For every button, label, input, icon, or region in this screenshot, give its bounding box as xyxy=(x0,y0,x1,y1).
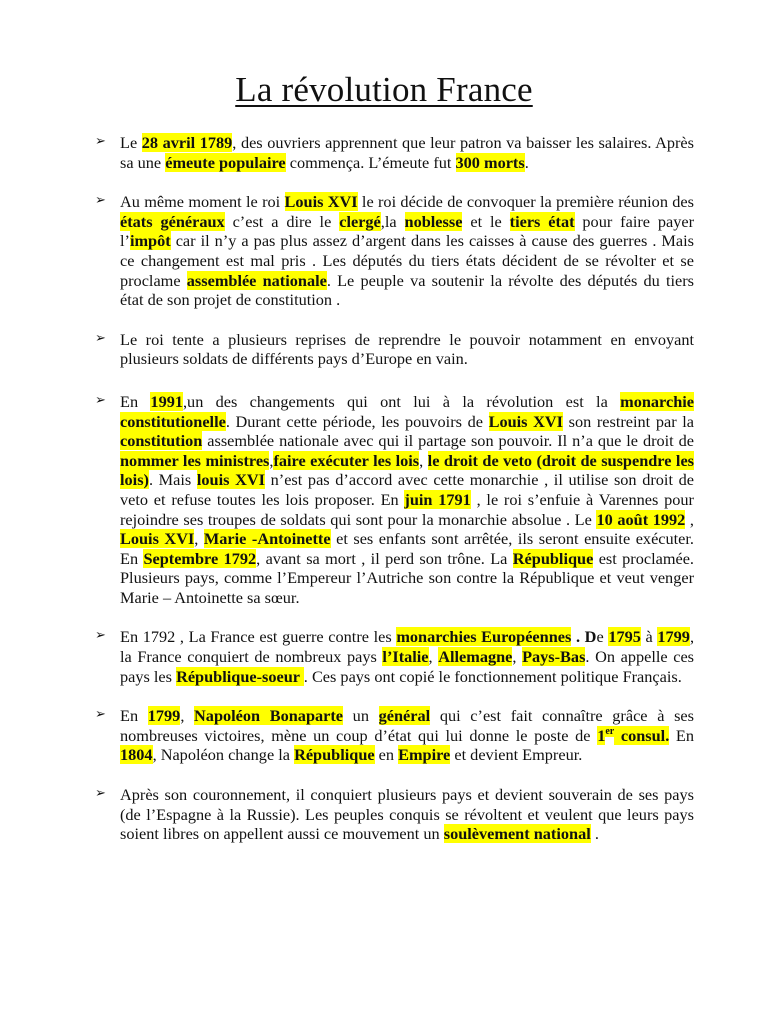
text-run: , xyxy=(512,647,523,667)
text-run: , xyxy=(419,450,428,470)
text-run: . On appelle ces pays les xyxy=(120,647,695,686)
text-run: qui c’est fait connaître grâce à ses nombreuses victoires, mène un coup d’état qui lui donne le poste de xyxy=(120,706,694,745)
highlighted-term: clergé xyxy=(339,211,381,231)
highlighted-term: nommer les ministres xyxy=(120,450,270,470)
highlighted-term: Empire xyxy=(398,745,451,765)
text-run: . Durant cette période, les pouvoirs de xyxy=(225,411,489,431)
paragraph-text xyxy=(120,392,694,608)
text-run: En xyxy=(120,391,151,411)
highlighted-term: 1991 xyxy=(150,391,183,411)
highlighted-term: le droit de veto (droit de suspendre les lois) xyxy=(120,450,695,490)
text-run: assemblée nationale avec qui il partage son pouvoir. Il n’a que le droit de xyxy=(202,431,694,451)
bullet-paragraph xyxy=(0,706,694,765)
text-run: et le xyxy=(462,211,510,231)
bullet-paragraph xyxy=(0,133,694,172)
highlighted-term: louis XVI xyxy=(196,470,265,490)
highlighted-term: 300 morts xyxy=(455,152,525,172)
text-run: pour faire payer l’ xyxy=(120,211,695,251)
highlighted-term: juin 1791 xyxy=(404,489,471,509)
bullet-paragraph xyxy=(0,785,694,844)
text-run: , xyxy=(194,529,204,549)
text-run: , xyxy=(269,450,274,470)
text-run: en xyxy=(374,745,399,765)
text-run: Le xyxy=(120,133,142,152)
text-run: ,la xyxy=(380,211,405,231)
highlighted-term: consul. xyxy=(614,725,670,745)
highlighted-term: tiers état xyxy=(509,211,575,231)
paragraph-text xyxy=(120,627,694,686)
highlighted-term: 1804 xyxy=(120,745,153,765)
text-run: commença. L’émeute fut xyxy=(285,152,456,172)
highlighted-term: constitution xyxy=(120,431,203,451)
highlighted-term: Louis XVI xyxy=(120,529,195,549)
highlighted-term: Louis XVI xyxy=(488,411,563,431)
highlighted-term: 1795 xyxy=(608,627,641,647)
paragraph-text xyxy=(120,706,694,765)
highlighted-term: l’Italie xyxy=(382,647,429,667)
paragraph-text xyxy=(120,192,694,310)
text-run: son restreint par la xyxy=(562,411,695,431)
bullet-paragraph xyxy=(0,627,694,686)
highlighted-term: Louis XVI xyxy=(284,192,358,212)
text-run: . xyxy=(590,824,599,844)
text-run: , xyxy=(685,509,695,529)
highlighted-term: monarchie constitutionelle xyxy=(120,391,695,431)
text-run: En xyxy=(120,706,148,726)
highlighted-term: 1799 xyxy=(147,706,181,726)
text-run: . xyxy=(524,152,529,172)
arrow-bullet-icon: ➢ xyxy=(95,392,106,408)
bold-text: . D xyxy=(575,627,597,647)
text-run: . Mais xyxy=(148,470,197,490)
text-run: car il n’y a pas plus assez d’argent dans les caisses à cause des guerres . Mais ce changement est mal pris . Les députés du tiers états décident de se révolter et se proclame xyxy=(120,231,694,290)
text-run: n’est pas d’accord avec cette monarchie , il utilise son droit de veto et refuse toutes les lois proposer. En xyxy=(120,470,694,509)
highlighted-term: Napoléon Bonaparte xyxy=(194,706,344,726)
highlighted-term: République-soeur xyxy=(176,666,304,686)
text-run: , Napoléon change la xyxy=(152,745,295,765)
arrow-bullet-icon: ➢ xyxy=(95,786,106,802)
text-run: . Le peuple va soutenir la révolte des députés du tiers état de son projet de constitution . xyxy=(120,270,694,310)
text-run: Au même moment le roi xyxy=(120,192,285,212)
text-run: est proclamée. Plusieurs pays, comme l’Empereur l’Autriche son contre la République et veut venger Marie – Antoinette sa sœur. xyxy=(120,548,695,607)
arrow-bullet-icon: ➢ xyxy=(95,628,106,644)
text-run: , la France conquiert de nombreux pays xyxy=(120,627,695,667)
highlighted-term: soulèvement national xyxy=(443,824,591,844)
highlighted-term: général xyxy=(378,706,431,726)
text-run: , xyxy=(180,706,195,726)
highlighted-term: émeute populaire xyxy=(165,152,286,172)
text-run: c’est a dire le xyxy=(224,211,340,231)
text-run: un xyxy=(343,706,379,726)
bullet-paragraph xyxy=(0,192,694,310)
paragraph-text xyxy=(120,330,694,369)
highlighted-term: 10 août 1992 xyxy=(596,509,686,529)
highlighted-term: Allemagne xyxy=(438,647,513,667)
arrow-bullet-icon: ➢ xyxy=(95,134,106,149)
bullet-paragraph xyxy=(0,330,694,369)
text-run: le roi décide de convoquer la première réunion des xyxy=(357,192,694,212)
text-run: ,un des changements qui ont lui à la révolution est la xyxy=(182,391,621,411)
highlighted-term: monarchies Européennes xyxy=(396,627,572,647)
highlighted-term: Pays-Bas xyxy=(522,647,586,667)
text-run: et ses enfants sont arrêtée, ils seront ensuite exécuter. En xyxy=(120,529,695,568)
highlighted-term: 28 avril 1789 xyxy=(141,133,233,152)
text-run: Le roi tente a plusieurs reprises de reprendre le pouvoir notamment en envoyant plusieurs soldats de différents pays d’Europe en vain. xyxy=(120,329,694,369)
highlighted-term: assemblée nationale xyxy=(186,270,327,290)
text-run: , des ouvriers apprennent que leur patron va baisser les salaires. Après sa une xyxy=(120,133,694,172)
paragraph-text xyxy=(120,133,694,172)
text-run: , xyxy=(428,647,439,667)
highlighted-term: impôt xyxy=(129,231,171,251)
highlighted-term: noblesse xyxy=(404,211,463,231)
highlighted-term: Septembre 1792 xyxy=(143,548,257,568)
paragraph-text xyxy=(120,785,694,844)
highlighted-term: 1799 xyxy=(657,627,690,647)
text-run: En xyxy=(669,725,695,745)
bullet-paragraph xyxy=(0,392,694,608)
text-run: e xyxy=(596,627,609,647)
page-title: La révolution France xyxy=(235,70,533,109)
highlighted-term: états généraux xyxy=(120,211,225,231)
highlighted-term: République xyxy=(294,745,375,765)
text-run: En 1792 , La France est guerre contre les xyxy=(120,627,397,647)
superscript: er xyxy=(605,726,615,738)
arrow-bullet-icon: ➢ xyxy=(95,193,106,209)
arrow-bullet-icon: ➢ xyxy=(95,330,106,346)
text-run: , avant sa mort , il perd son trône. La xyxy=(256,548,513,568)
highlighted-term: Marie -Antoinette xyxy=(203,529,331,549)
text-run: à xyxy=(640,627,658,647)
bullet-list xyxy=(0,133,768,844)
highlighted-term: 1 xyxy=(597,725,606,745)
text-run: Après son couronnement, il conquiert plusieurs pays et devient souverain de ses pays (de l’Espagne à la Russie). Les peuples conquis se révoltent et veulent que leurs pays soient libres on appellent aussi ce mouvement un xyxy=(120,785,694,844)
text-run: et devient Empreur. xyxy=(450,745,583,765)
highlighted-term: République xyxy=(512,548,594,568)
text-run: . Ces pays ont copié le fonctionnement politique Français. xyxy=(303,666,682,686)
highlighted-term: faire exécuter les lois xyxy=(273,450,420,470)
arrow-bullet-icon: ➢ xyxy=(95,707,106,723)
text-run: , le roi s’enfuie à Varennes pour rejoindre ses troupes de soldats qui sont pour la monarchie absolue . Le xyxy=(120,489,694,529)
